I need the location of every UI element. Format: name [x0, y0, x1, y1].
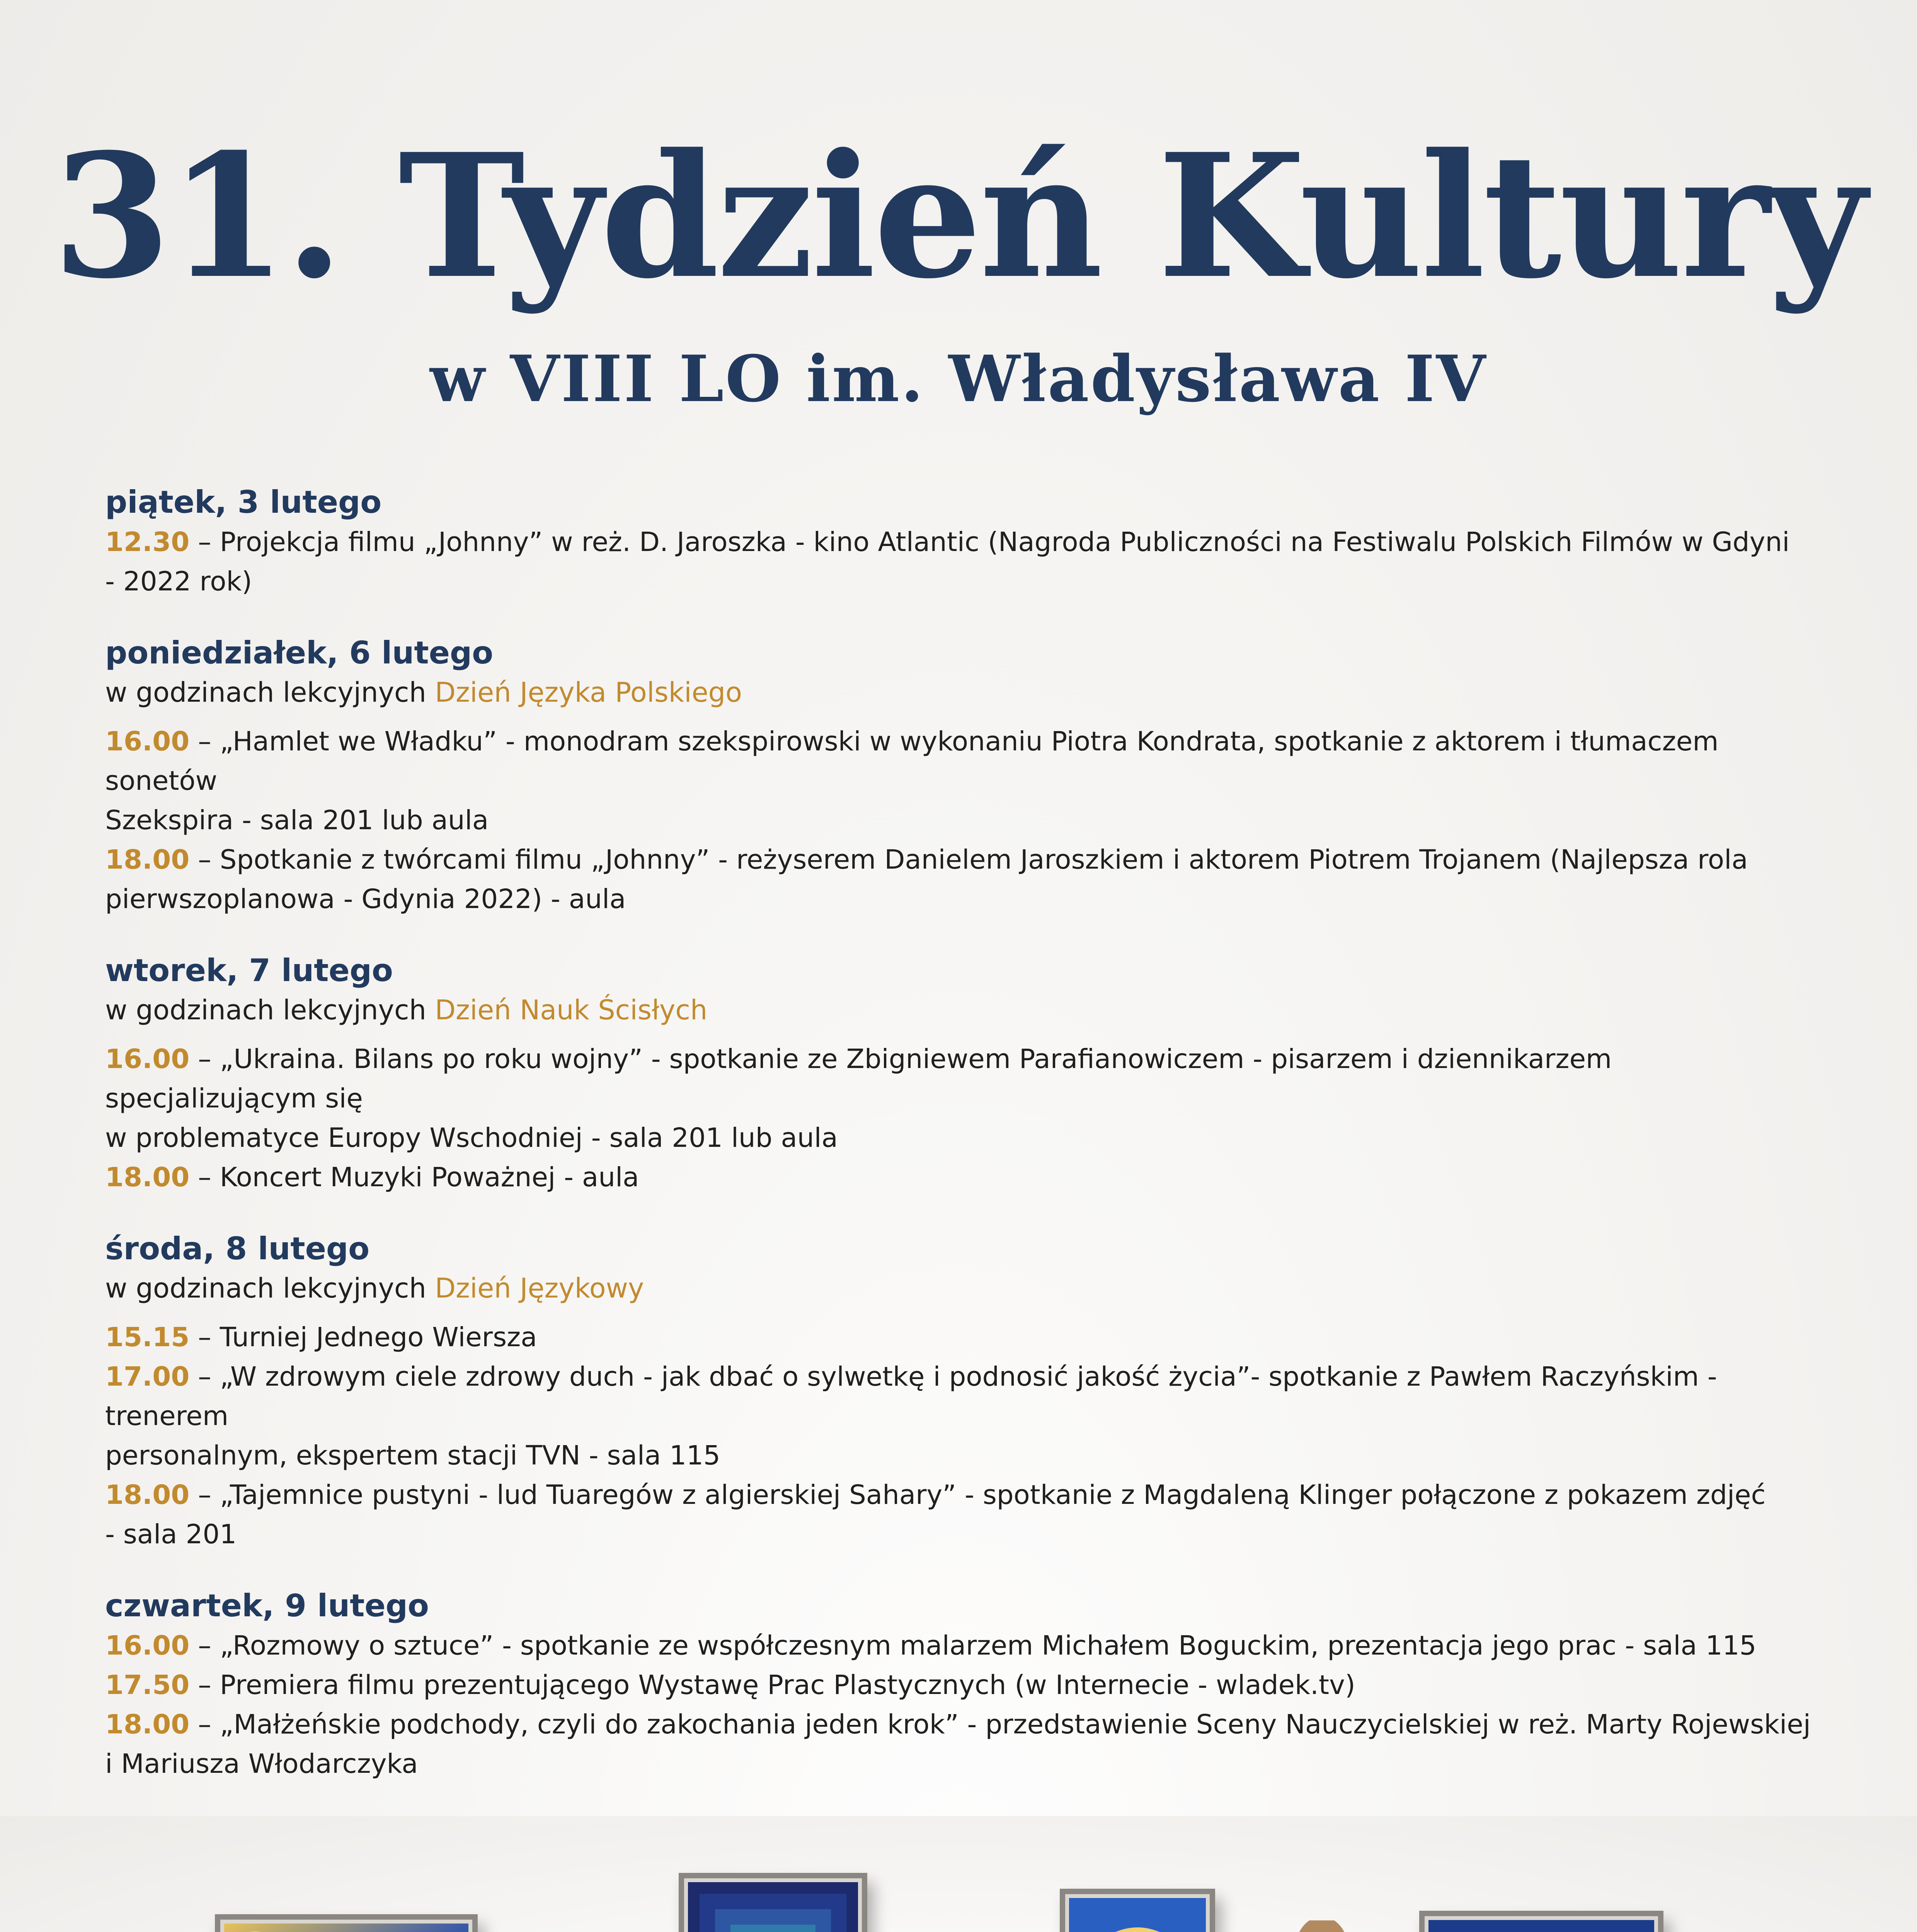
event-item — [105, 1318, 1813, 1357]
event-text: – Premiera filmu prezentującego Wystawę Prac Plastycznych (w Internecie - wladek.tv) — [189, 1670, 1355, 1701]
event-text: – „Hamlet we Władku” - monodram szekspirowski w wykonaniu Piotra Kondrata, spotkanie z aktorem i tłumaczem sonetów — [105, 726, 1719, 796]
event-time: 18.00 — [105, 1162, 190, 1193]
event-time: 18.00 — [105, 1480, 190, 1510]
day-block — [105, 1229, 1813, 1554]
day-theme — [105, 673, 1813, 712]
event-time: 16.00 — [105, 1630, 190, 1661]
event-time: 18.00 — [105, 844, 190, 875]
event-time: 17.50 — [105, 1670, 190, 1701]
page-title: 31. Tydzień Kultury — [53, 116, 1864, 316]
event-item — [105, 1665, 1813, 1705]
event-text: – „Rozmowy o sztuce” - spotkanie ze współczesnym malarzem Michałem Boguckim, prezentacja jego prac - sala 115 — [189, 1630, 1757, 1661]
day-theme-name: Dzień Języka Polskiego — [435, 677, 742, 708]
day-block — [105, 1586, 1813, 1784]
gallery-illustration — [0, 1816, 1917, 1932]
event-text: – „W zdrowym ciele zdrowy duch - jak dbać o sylwetkę i podnosić jakość życia”- spotkanie z Pawłem Raczyńskim - trenerem — [105, 1361, 1717, 1432]
day-header: wtorek, 7 lutego — [105, 952, 393, 988]
day-header: poniedziałek, 6 lutego — [105, 635, 494, 671]
day-theme-prefix: w godzinach lekcyjnych — [105, 677, 435, 708]
day-block — [105, 951, 1813, 1197]
event-text: – „Ukraina. Bilans po roku wojny” - spotkanie ze Zbigniewem Parafianowiczem - pisarzem i dziennikarzem specjalizującym się — [105, 1044, 1612, 1114]
event-text-continued: i Mariusza Włodarczyka — [105, 1748, 418, 1779]
event-text: – „Małżeńskie podchody, czyli do zakochania jeden krok” - przedstawienie Sceny Nauczycielskiej w reż. Marty Rojewskiej — [189, 1709, 1811, 1740]
event-text-continued: - 2022 rok) — [105, 566, 252, 597]
day-header: środa, 8 lutego — [105, 1231, 370, 1267]
event-item — [105, 1158, 1813, 1197]
event-text: – Koncert Muzyki Poważnej - aula — [189, 1162, 639, 1193]
page-subtitle: w VIII LO im. Władysława IV — [430, 341, 1487, 416]
event-time: 17.00 — [105, 1361, 190, 1392]
event-item — [105, 1039, 1813, 1158]
woman-visitor — [1217, 1920, 1426, 1932]
event-time: 15.15 — [105, 1322, 190, 1353]
day-block — [105, 633, 1813, 919]
pianist-painting — [215, 1914, 478, 1932]
event-item — [105, 1475, 1813, 1554]
starry-night-painting — [1419, 1911, 1663, 1932]
day-theme — [105, 991, 1813, 1029]
day-header: czwartek, 9 lutego — [105, 1588, 429, 1624]
blue-portrait-painting — [1060, 1889, 1215, 1932]
event-item — [105, 840, 1813, 919]
day-theme-name: Dzień Nauk Ścisłych — [435, 994, 708, 1026]
event-time: 16.00 — [105, 1044, 190, 1075]
event-time: 16.00 — [105, 726, 190, 757]
event-time: 12.30 — [105, 527, 190, 558]
day-theme-prefix: w godzinach lekcyjnych — [105, 994, 435, 1026]
abstract-squares-painting — [679, 1873, 867, 1932]
day-theme-prefix: w godzinach lekcyjnych — [105, 1272, 435, 1304]
day-theme-name: Dzień Językowy — [435, 1272, 644, 1304]
event-text-continued: personalnym, ekspertem stacji TVN - sala 115 — [105, 1440, 720, 1471]
event-text: – „Tajemnice pustyni - lud Tuaregów z algierskiej Sahary” - spotkanie z Magdaleną Klinger połączone z pokazem zdjęć — [189, 1480, 1766, 1510]
event-text-continued: w problematyce Europy Wschodniej - sala 201 lub aula — [105, 1122, 838, 1153]
event-text-continued: - sala 201 — [105, 1519, 237, 1550]
program-schedule — [105, 482, 1813, 1927]
event-text-continued: pierwszoplanowa - Gdynia 2022) - aula — [105, 884, 626, 915]
event-item — [105, 1705, 1813, 1784]
event-text: – Projekcja filmu „Johnny” w reż. D. Jaroszka - kino Atlantic (Nagroda Publiczności na Festiwalu Polskich Filmów w Gdyni — [189, 527, 1790, 558]
event-item — [105, 1357, 1813, 1475]
event-item — [105, 522, 1813, 601]
event-item — [105, 722, 1813, 840]
event-text: – Turniej Jednego Wiersza — [189, 1322, 537, 1353]
event-time: 18.00 — [105, 1709, 190, 1740]
day-header: piątek, 3 lutego — [105, 484, 382, 520]
day-block — [105, 482, 1813, 601]
event-text-continued: Szekspira - sala 201 lub aula — [105, 805, 489, 836]
event-item — [105, 1626, 1813, 1665]
day-theme — [105, 1269, 1813, 1308]
event-text: – Spotkanie z twórcami filmu „Johnny” - reżyserem Danielem Jaroszkiem i aktorem Piotrem Trojanem (Najlepsza rola — [189, 844, 1748, 875]
